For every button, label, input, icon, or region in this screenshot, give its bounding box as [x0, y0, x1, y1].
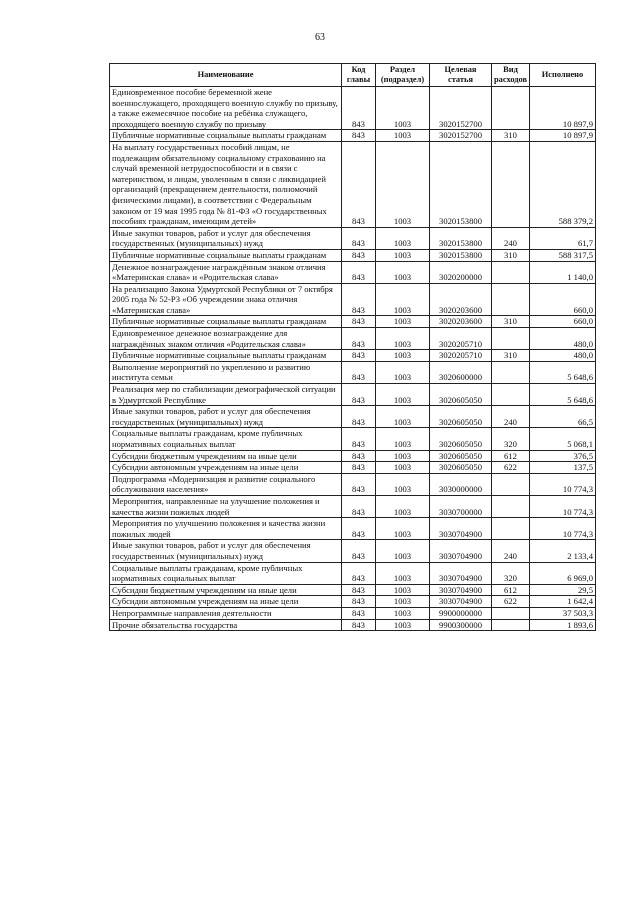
- cell-executed: 66,5: [530, 406, 596, 428]
- cell-type: 320: [492, 562, 530, 584]
- cell-executed: 5 648,6: [530, 384, 596, 406]
- cell-section: 1003: [376, 227, 430, 249]
- cell-type: 310: [492, 316, 530, 328]
- cell-executed: 1 140,0: [530, 261, 596, 283]
- cell-name: Публичные нормативные социальные выплаты гражданам: [110, 316, 342, 328]
- cell-executed: 5 648,6: [530, 361, 596, 383]
- cell-article: 3030704900: [430, 518, 492, 540]
- cell-section: 1003: [376, 350, 430, 362]
- cell-section: 1003: [376, 406, 430, 428]
- cell-name: Субсидии автономным учреждениям на иные цели: [110, 462, 342, 474]
- cell-name: Денежное вознаграждение награждённым знаком отличия «Материнская слава» и «Родительская слава»: [110, 261, 342, 283]
- cell-type: 622: [492, 462, 530, 474]
- cell-section: 1003: [376, 249, 430, 261]
- cell-code: 843: [342, 384, 376, 406]
- table-row: [110, 495, 596, 517]
- budget-table: [109, 63, 596, 631]
- cell-name: Субсидии бюджетным учреждениям на иные цели: [110, 584, 342, 596]
- cell-article: 3020152700: [430, 130, 492, 142]
- cell-section: 1003: [376, 607, 430, 619]
- cell-executed: 1 893,6: [530, 619, 596, 631]
- cell-section: 1003: [376, 562, 430, 584]
- cell-code: 843: [342, 261, 376, 283]
- cell-article: 3020605050: [430, 450, 492, 462]
- cell-executed: 480,0: [530, 350, 596, 362]
- cell-code: 843: [342, 562, 376, 584]
- cell-type: [492, 87, 530, 130]
- cell-type: 310: [492, 130, 530, 142]
- cell-executed: 2 133,4: [530, 540, 596, 562]
- cell-code: 843: [342, 316, 376, 328]
- table-row: [110, 619, 596, 631]
- cell-name: На реализацию Закона Удмуртской Республики от 7 октября 2005 года № 52-РЗ «Об учреждении знака отличия «Материнская слава»: [110, 283, 342, 316]
- table-row: [110, 462, 596, 474]
- table-row: [110, 328, 596, 350]
- table-row: [110, 562, 596, 584]
- cell-section: 1003: [376, 518, 430, 540]
- header-executed: Исполнено: [530, 64, 596, 87]
- cell-section: 1003: [376, 619, 430, 631]
- cell-name: Иные закупки товаров, работ и услуг для обеспечения государственных (муниципальных) нужд: [110, 227, 342, 249]
- cell-section: 1003: [376, 328, 430, 350]
- cell-article: 3020600000: [430, 361, 492, 383]
- table-row: [110, 607, 596, 619]
- cell-executed: 29,5: [530, 584, 596, 596]
- table-row: [110, 584, 596, 596]
- table-row: [110, 428, 596, 450]
- cell-code: 843: [342, 596, 376, 608]
- cell-executed: 588 379,2: [530, 141, 596, 227]
- page-number: 63: [315, 32, 325, 43]
- cell-type: [492, 328, 530, 350]
- cell-executed: 10 774,3: [530, 495, 596, 517]
- table-row: [110, 283, 596, 316]
- cell-article: 3020205710: [430, 350, 492, 362]
- cell-article: 3030700000: [430, 495, 492, 517]
- cell-name: Иные закупки товаров, работ и услуг для обеспечения государственных (муниципальных) нужд: [110, 406, 342, 428]
- cell-section: 1003: [376, 130, 430, 142]
- cell-name: Субсидии автономным учреждениям на иные цели: [110, 596, 342, 608]
- cell-executed: 660,0: [530, 316, 596, 328]
- cell-type: [492, 283, 530, 316]
- table-row: [110, 540, 596, 562]
- cell-code: 843: [342, 495, 376, 517]
- cell-code: 843: [342, 518, 376, 540]
- header-name: Наименование: [110, 64, 342, 87]
- header-section: Раздел (подраздел): [376, 64, 430, 87]
- cell-type: [492, 607, 530, 619]
- cell-name: Публичные нормативные социальные выплаты гражданам: [110, 350, 342, 362]
- cell-type: 310: [492, 350, 530, 362]
- cell-name: Непрограммные направления деятельности: [110, 607, 342, 619]
- cell-executed: 1 642,4: [530, 596, 596, 608]
- cell-type: [492, 261, 530, 283]
- table-row: [110, 261, 596, 283]
- cell-executed: 6 969,0: [530, 562, 596, 584]
- table-row: [110, 361, 596, 383]
- cell-code: 843: [342, 227, 376, 249]
- table-row: [110, 473, 596, 495]
- cell-executed: 10 774,3: [530, 473, 596, 495]
- cell-code: 843: [342, 450, 376, 462]
- cell-code: 843: [342, 406, 376, 428]
- cell-name: Мероприятия по улучшению положения и качества жизни пожилых людей: [110, 518, 342, 540]
- cell-name: Иные закупки товаров, работ и услуг для обеспечения государственных (муниципальных) нужд: [110, 540, 342, 562]
- cell-name: Субсидии бюджетным учреждениям на иные цели: [110, 450, 342, 462]
- cell-name: Мероприятия, направленные на улучшение положения и качества жизни пожилых людей: [110, 495, 342, 517]
- cell-type: 612: [492, 450, 530, 462]
- cell-article: 3020203600: [430, 316, 492, 328]
- cell-section: 1003: [376, 261, 430, 283]
- cell-type: [492, 619, 530, 631]
- cell-code: 843: [342, 361, 376, 383]
- cell-executed: 10 774,3: [530, 518, 596, 540]
- cell-name: Единовременное пособие беременной жене военнослужащего, проходящего военную службу по призыву, а также ежемесячное пособие на ребёнка служащего, проходящего военную службу по призыву: [110, 87, 342, 130]
- cell-name: Единовременное денежное вознаграждение для награждённых знаком отличия «Родительская слава»: [110, 328, 342, 350]
- table-row: [110, 384, 596, 406]
- cell-section: 1003: [376, 462, 430, 474]
- cell-article: 3030704900: [430, 562, 492, 584]
- table-row: [110, 227, 596, 249]
- cell-article: 3020153800: [430, 249, 492, 261]
- cell-executed: 37 503,3: [530, 607, 596, 619]
- header-code: Код главы: [342, 64, 376, 87]
- cell-article: 3020605050: [430, 406, 492, 428]
- table-row: [110, 450, 596, 462]
- table-row: [110, 141, 596, 227]
- cell-executed: 376,5: [530, 450, 596, 462]
- cell-type: 310: [492, 249, 530, 261]
- cell-section: 1003: [376, 361, 430, 383]
- cell-code: 843: [342, 607, 376, 619]
- header-type: Вид расходов: [492, 64, 530, 87]
- cell-section: 1003: [376, 87, 430, 130]
- table-row: [110, 316, 596, 328]
- cell-section: 1003: [376, 473, 430, 495]
- cell-section: 1003: [376, 428, 430, 450]
- table-row: [110, 87, 596, 130]
- cell-code: 843: [342, 540, 376, 562]
- cell-name: Прочие обязательства государства: [110, 619, 342, 631]
- cell-executed: 10 897,9: [530, 87, 596, 130]
- table-row: [110, 596, 596, 608]
- cell-executed: 61,7: [530, 227, 596, 249]
- cell-name: Публичные нормативные социальные выплаты гражданам: [110, 249, 342, 261]
- cell-name: Реализация мер по стабилизации демографической ситуации в Удмуртской Республике: [110, 384, 342, 406]
- cell-type: [492, 384, 530, 406]
- cell-code: 843: [342, 87, 376, 130]
- cell-type: 240: [492, 227, 530, 249]
- cell-code: 843: [342, 428, 376, 450]
- cell-executed: 137,5: [530, 462, 596, 474]
- cell-type: 320: [492, 428, 530, 450]
- cell-code: 843: [342, 462, 376, 474]
- cell-name: Социальные выплаты гражданам, кроме публичных нормативных социальных выплат: [110, 562, 342, 584]
- cell-name: Социальные выплаты гражданам, кроме публичных нормативных социальных выплат: [110, 428, 342, 450]
- cell-section: 1003: [376, 384, 430, 406]
- cell-code: 843: [342, 249, 376, 261]
- cell-section: 1003: [376, 584, 430, 596]
- cell-type: [492, 473, 530, 495]
- cell-executed: 480,0: [530, 328, 596, 350]
- cell-article: 3030704900: [430, 584, 492, 596]
- cell-article: 3020153800: [430, 141, 492, 227]
- cell-article: 3020152700: [430, 87, 492, 130]
- cell-article: 3030000000: [430, 473, 492, 495]
- cell-code: 843: [342, 350, 376, 362]
- cell-code: 843: [342, 130, 376, 142]
- cell-executed: 588 317,5: [530, 249, 596, 261]
- cell-article: 3020605050: [430, 384, 492, 406]
- table-row: [110, 518, 596, 540]
- cell-article: 3030704900: [430, 540, 492, 562]
- cell-type: [492, 141, 530, 227]
- cell-executed: 660,0: [530, 283, 596, 316]
- cell-code: 843: [342, 141, 376, 227]
- cell-article: 3020203600: [430, 283, 492, 316]
- cell-type: 240: [492, 406, 530, 428]
- cell-article: 9900300000: [430, 619, 492, 631]
- cell-article: 3030704900: [430, 596, 492, 608]
- cell-section: 1003: [376, 450, 430, 462]
- cell-section: 1003: [376, 316, 430, 328]
- table-header-row: [110, 64, 596, 87]
- table-row: [110, 130, 596, 142]
- cell-name: Публичные нормативные социальные выплаты гражданам: [110, 130, 342, 142]
- cell-article: 3020605050: [430, 462, 492, 474]
- cell-article: 3020200000: [430, 261, 492, 283]
- cell-name: Подпрограмма «Модернизация и развитие социального обслуживания населения»: [110, 473, 342, 495]
- cell-code: 843: [342, 283, 376, 316]
- cell-type: [492, 518, 530, 540]
- cell-section: 1003: [376, 540, 430, 562]
- cell-code: 843: [342, 584, 376, 596]
- table-row: [110, 406, 596, 428]
- cell-executed: 5 068,1: [530, 428, 596, 450]
- cell-executed: 10 897,9: [530, 130, 596, 142]
- cell-code: 843: [342, 328, 376, 350]
- cell-name: На выплату государственных пособий лицам, не подлежащим обязательному социальному страхованию на случай временной нетрудоспособности и в связи с материнством, и лицам, уволенным в связи с ликвидацией организаций (прекращением деятельности, полномочий физическими лицами), в соответствии с Федеральным законом от 19 мая 1995 года № 81-ФЗ «О государственных пособиях гражданам, имеющим детей»: [110, 141, 342, 227]
- cell-article: 9900000000: [430, 607, 492, 619]
- cell-code: 843: [342, 473, 376, 495]
- cell-article: 3020605050: [430, 428, 492, 450]
- table-row: [110, 350, 596, 362]
- cell-type: 240: [492, 540, 530, 562]
- cell-section: 1003: [376, 596, 430, 608]
- cell-code: 843: [342, 619, 376, 631]
- table-row: [110, 249, 596, 261]
- cell-section: 1003: [376, 141, 430, 227]
- cell-type: [492, 495, 530, 517]
- cell-article: 3020153800: [430, 227, 492, 249]
- cell-section: 1003: [376, 283, 430, 316]
- header-article: Целевая статья: [430, 64, 492, 87]
- cell-type: 622: [492, 596, 530, 608]
- cell-type: 612: [492, 584, 530, 596]
- cell-article: 3020205710: [430, 328, 492, 350]
- cell-name: Выполнение мероприятий по укреплению и развитию института семьи: [110, 361, 342, 383]
- cell-section: 1003: [376, 495, 430, 517]
- cell-type: [492, 361, 530, 383]
